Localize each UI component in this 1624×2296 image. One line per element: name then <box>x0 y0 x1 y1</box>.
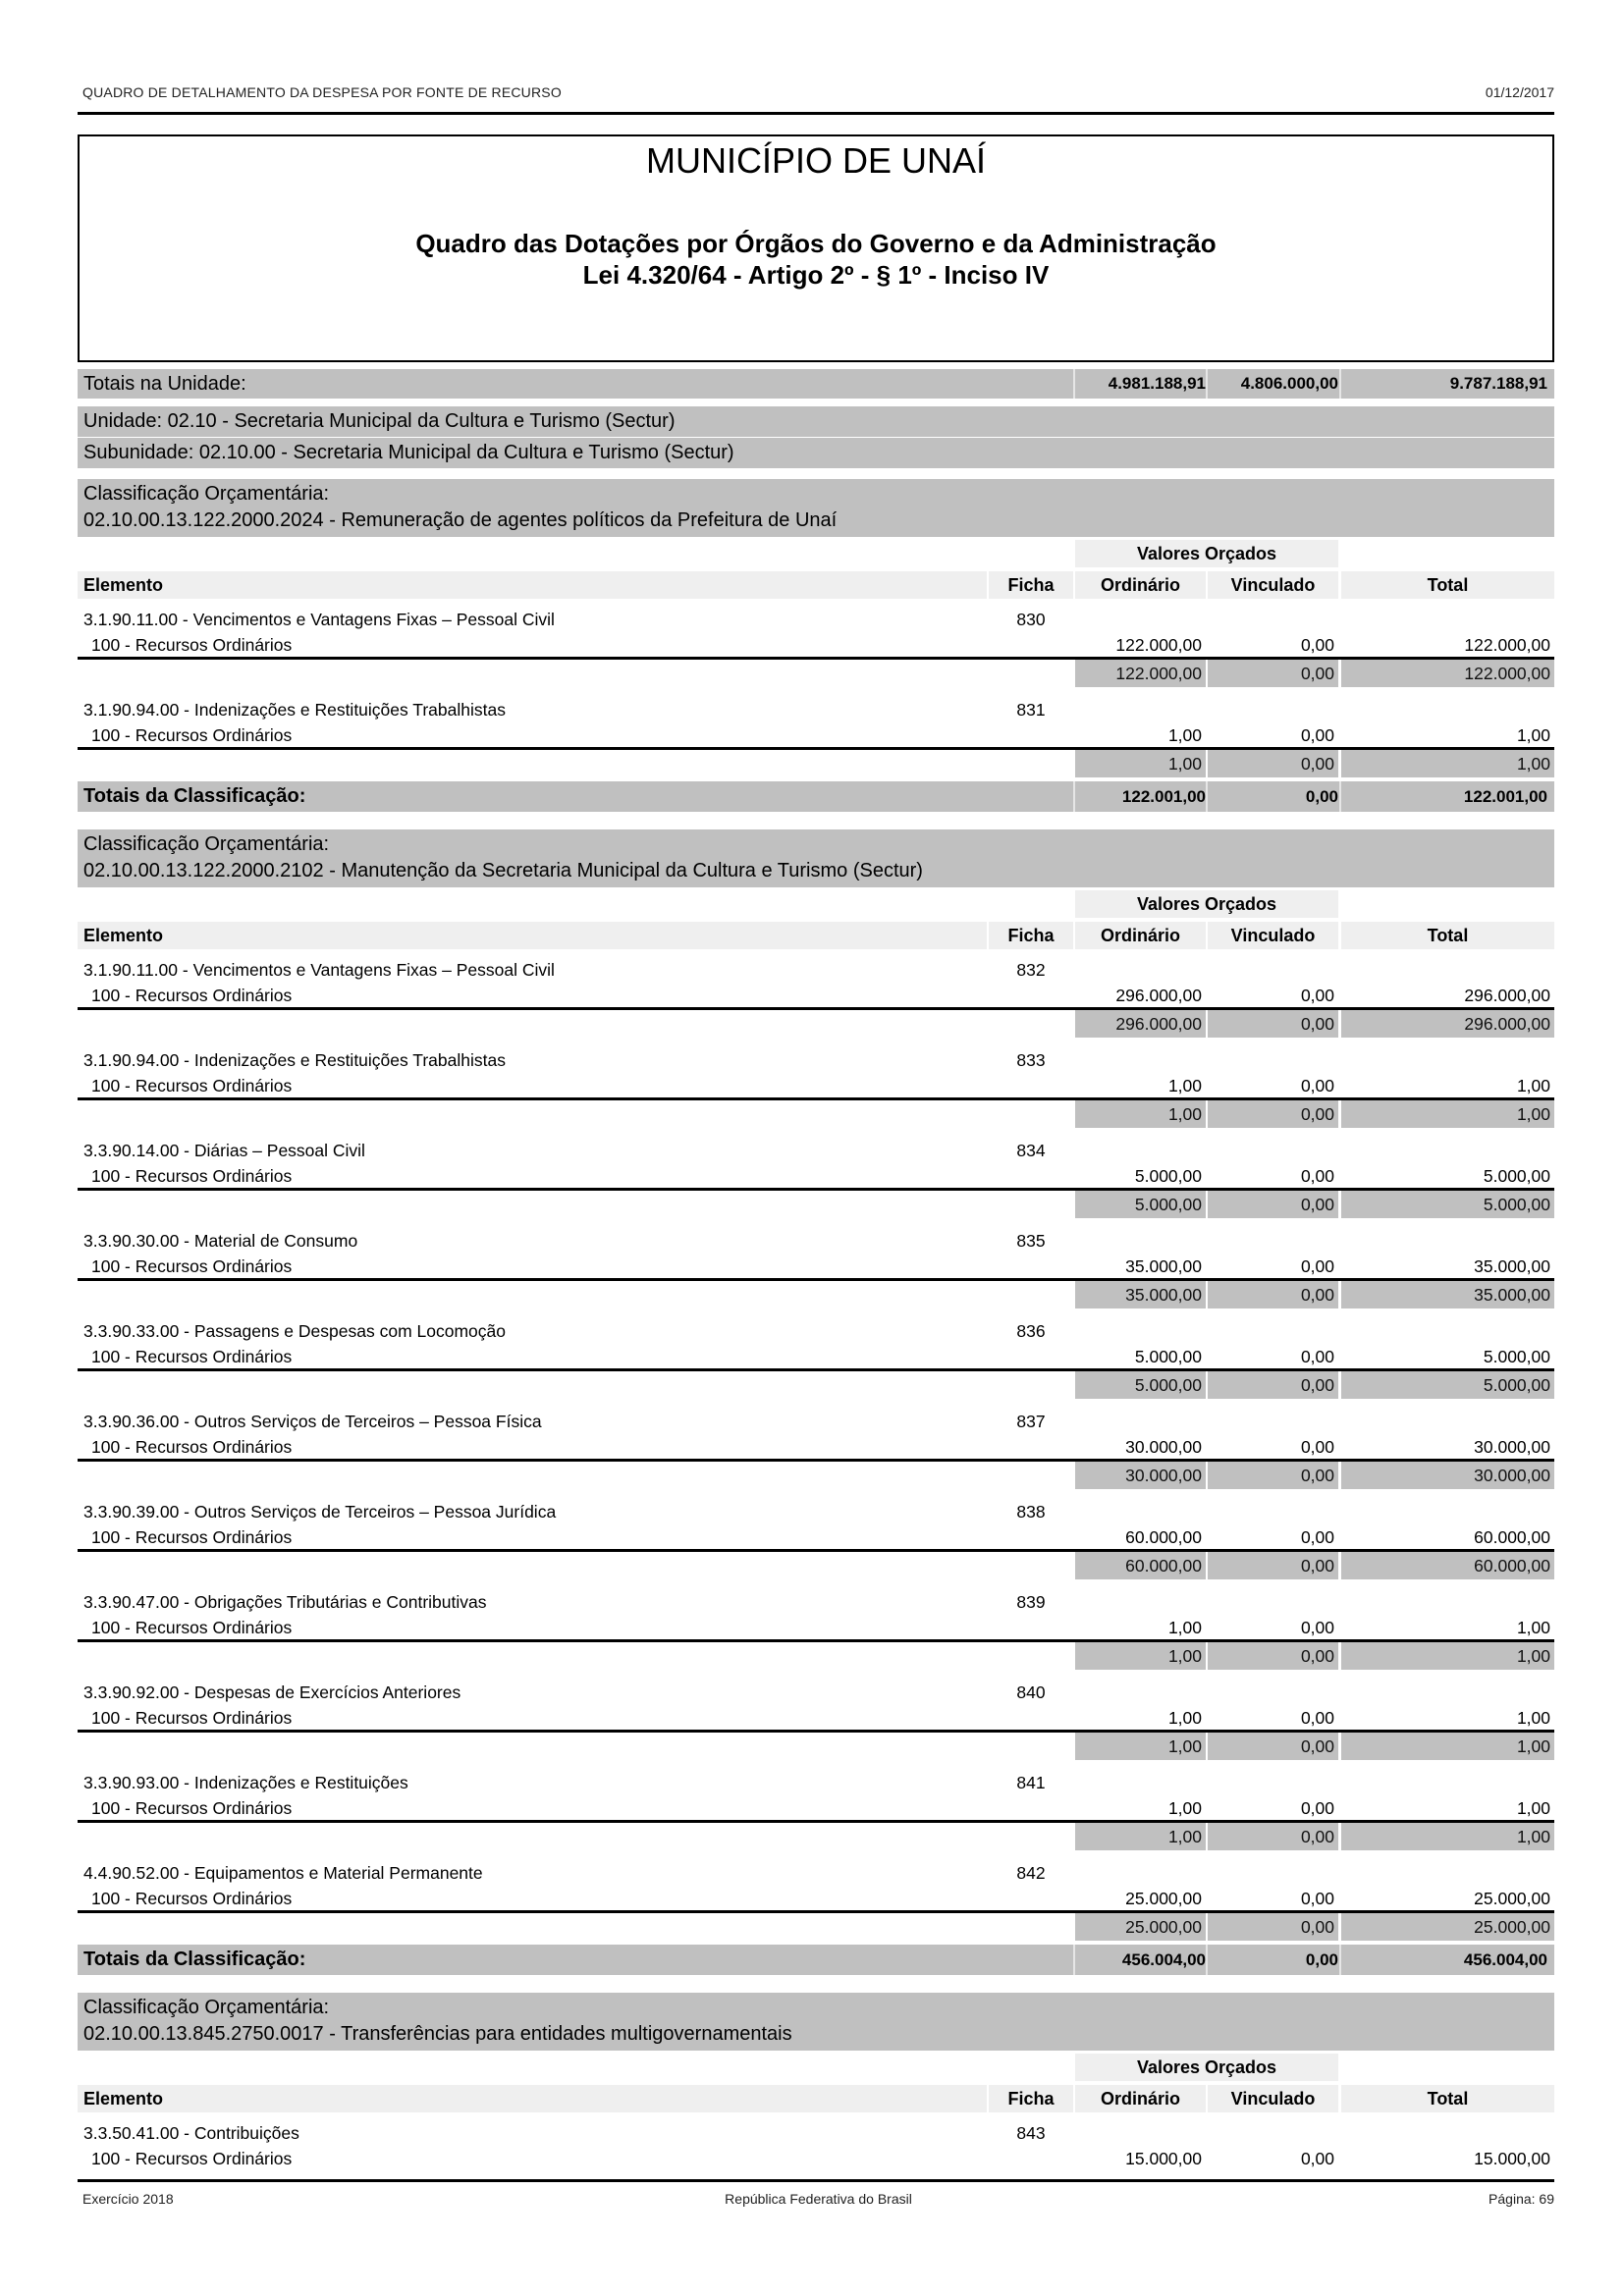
col-header-vinculado: Vinculado <box>1208 571 1338 599</box>
totais-classificacao-label: Totais da Classificação: <box>83 785 306 807</box>
fonte-recurso: 100 - Recursos Ordinários <box>91 986 293 1005</box>
value-ordinario: 25.000,00 <box>1125 1889 1202 1908</box>
classificacao-header <box>78 1993 1554 2051</box>
subtotal-vinculado: 0,00 <box>1208 1913 1338 1941</box>
subtotal-ordinario: 1,00 <box>1075 1642 1206 1670</box>
value-ordinario: 1,00 <box>1167 1076 1202 1095</box>
subtotal-total: 25.000,00 <box>1341 1913 1554 1941</box>
value-total: 5.000,00 <box>1483 1166 1550 1186</box>
subtotal-total: 5.000,00 <box>1341 1371 1554 1399</box>
ficha-number: 842 <box>1016 1863 1046 1883</box>
table-row <box>78 1854 1554 1945</box>
value-ordinario: 1,00 <box>1167 1618 1202 1637</box>
col-header-ordinario: Ordinário <box>1075 2085 1206 2112</box>
subunidade-label: Subunidade: 02.10.00 - Secretaria Municipal da Cultura e Turismo (Sectur) <box>83 442 734 463</box>
legal-reference: Lei 4.320/64 - Artigo 2º - § 1º - Inciso IV <box>582 260 1050 290</box>
value-vinculado: 0,00 <box>1300 1708 1334 1728</box>
value-ordinario: 5.000,00 <box>1134 1347 1202 1366</box>
elemento-name: 3.3.90.39.00 - Outros Serviços de Terceiros – Pessoa Jurídica <box>83 1502 557 1522</box>
value-ordinario: 122.000,00 <box>1115 635 1202 655</box>
table-row <box>78 601 1554 691</box>
classificacao-code: 02.10.00.13.845.2750.0017 - Transferências para entidades multigovernamentais <box>83 2023 792 2045</box>
col-header-elemento: Elemento <box>78 2085 987 2112</box>
col-header-ficha: Ficha <box>989 2085 1073 2112</box>
value-total: 1,00 <box>1516 1618 1550 1637</box>
value-vinculado: 0,00 <box>1300 986 1334 1005</box>
subtotal-total: 296.000,00 <box>1341 1010 1554 1038</box>
col-header-elemento: Elemento <box>78 922 987 949</box>
value-total: 1,00 <box>1516 1708 1550 1728</box>
col-header-ficha: Ficha <box>989 922 1073 949</box>
elemento-name: 3.1.90.11.00 - Vencimentos e Vantagens Fixas – Pessoal Civil <box>83 960 555 980</box>
ficha-number: 838 <box>1016 1502 1046 1522</box>
value-ordinario: 60.000,00 <box>1125 1527 1202 1547</box>
subtotal-total: 60.000,00 <box>1341 1552 1554 1579</box>
subtotal-vinculado: 0,00 <box>1208 1371 1338 1399</box>
fonte-recurso: 100 - Recursos Ordinários <box>91 2149 293 2168</box>
totais-classificacao-row <box>78 1945 1554 1975</box>
subtotal-total: 30.000,00 <box>1341 1462 1554 1489</box>
subtotal-ordinario: 1,00 <box>1075 1100 1206 1128</box>
fonte-recurso: 100 - Recursos Ordinários <box>91 1889 293 1908</box>
subtotal-vinculado: 0,00 <box>1208 1462 1338 1489</box>
table-row <box>78 1764 1554 1854</box>
totais-classificacao-ordinario: 122.001,00 <box>1121 787 1206 806</box>
elemento-name: 3.1.90.94.00 - Indenizações e Restituições Trabalhistas <box>83 1050 506 1070</box>
elemento-name: 3.3.90.93.00 - Indenizações e Restituições <box>83 1773 408 1792</box>
report-subtitle: Quadro das Dotações por Órgãos do Governo e da Administração <box>415 229 1217 258</box>
title-box <box>78 134 1554 362</box>
subunidade-row <box>78 438 1554 468</box>
valores-orcados-row <box>78 2054 1554 2083</box>
totais-classificacao-total: 456.004,00 <box>1463 1950 1547 1969</box>
table-row <box>78 1222 1554 1312</box>
table-row <box>78 2114 1554 2183</box>
elemento-name: 3.3.90.92.00 - Despesas de Exercícios Anteriores <box>83 1682 461 1702</box>
footer-rule <box>78 2179 1554 2182</box>
valores-orcados-header: Valores Orçados <box>1075 890 1338 918</box>
value-total: 1,00 <box>1516 725 1550 745</box>
value-total: 122.000,00 <box>1464 635 1550 655</box>
fonte-recurso: 100 - Recursos Ordinários <box>91 1798 293 1818</box>
header-rule <box>78 112 1554 115</box>
value-vinculado: 0,00 <box>1300 1347 1334 1366</box>
col-header-total: Total <box>1341 2085 1554 2112</box>
classificacao-header <box>78 829 1554 887</box>
subtotal-total: 1,00 <box>1341 750 1554 777</box>
subtotal-total: 1,00 <box>1341 1733 1554 1760</box>
ficha-number: 835 <box>1016 1231 1046 1251</box>
subtotal-ordinario: 1,00 <box>1075 1733 1206 1760</box>
valores-orcados-row <box>78 890 1554 920</box>
totais-unidade-row <box>78 369 1554 399</box>
value-total: 15.000,00 <box>1474 2149 1550 2168</box>
value-ordinario: 5.000,00 <box>1134 1166 1202 1186</box>
elemento-name: 4.4.90.52.00 - Equipamentos e Material Permanente <box>83 1863 483 1883</box>
value-vinculado: 0,00 <box>1300 1166 1334 1186</box>
page-number: Página: 69 <box>1489 2191 1554 2207</box>
value-vinculado: 0,00 <box>1300 1437 1334 1457</box>
municipality-title: MUNICÍPIO DE UNAÍ <box>645 140 987 181</box>
totais-classificacao-label: Totais da Classificação: <box>83 1949 306 1970</box>
value-total: 1,00 <box>1516 1076 1550 1095</box>
ficha-number: 841 <box>1016 1773 1046 1792</box>
column-header-row <box>78 920 1554 951</box>
page-footer <box>82 2191 1554 2211</box>
table-row <box>78 1674 1554 1764</box>
col-header-ficha: Ficha <box>989 571 1073 599</box>
subtotal-ordinario: 122.000,00 <box>1075 660 1206 687</box>
report-name: QUADRO DE DETALHAMENTO DA DESPESA POR FONTE DE RECURSO <box>82 84 562 100</box>
subtotal-total: 122.000,00 <box>1341 660 1554 687</box>
value-vinculado: 0,00 <box>1300 725 1334 745</box>
totais-classificacao-vinculado: 0,00 <box>1305 787 1338 806</box>
col-header-vinculado: Vinculado <box>1208 922 1338 949</box>
fonte-recurso: 100 - Recursos Ordinários <box>91 1618 293 1637</box>
elemento-name: 3.1.90.11.00 - Vencimentos e Vantagens Fixas – Pessoal Civil <box>83 610 555 629</box>
totais-classificacao-total: 122.001,00 <box>1463 787 1547 806</box>
fonte-recurso: 100 - Recursos Ordinários <box>91 725 293 745</box>
table-row <box>78 691 1554 781</box>
totais-classificacao-row <box>78 781 1554 812</box>
subtotal-vinculado: 0,00 <box>1208 1823 1338 1850</box>
elemento-name: 3.3.90.14.00 - Diárias – Pessoal Civil <box>83 1141 365 1160</box>
table-row <box>78 1312 1554 1403</box>
ficha-number: 832 <box>1016 960 1046 980</box>
fonte-recurso: 100 - Recursos Ordinários <box>91 1708 293 1728</box>
subtotal-vinculado: 0,00 <box>1208 1191 1338 1218</box>
elemento-name: 3.3.90.30.00 - Material de Consumo <box>83 1231 358 1251</box>
totais-unidade-label: Totais na Unidade: <box>83 373 246 395</box>
ficha-number: 840 <box>1016 1682 1046 1702</box>
column-header-row <box>78 2083 1554 2114</box>
valores-orcados-header: Valores Orçados <box>1075 2054 1338 2081</box>
col-header-total: Total <box>1341 571 1554 599</box>
ficha-number: 831 <box>1016 700 1046 720</box>
totais-classificacao-ordinario: 456.004,00 <box>1121 1950 1206 1969</box>
fonte-recurso: 100 - Recursos Ordinários <box>91 1437 293 1457</box>
elemento-name: 3.3.90.47.00 - Obrigações Tributárias e Contributivas <box>83 1592 487 1612</box>
subtotal-vinculado: 0,00 <box>1208 660 1338 687</box>
ficha-number: 843 <box>1016 2123 1046 2143</box>
subtotal-total: 1,00 <box>1341 1823 1554 1850</box>
col-header-elemento: Elemento <box>78 571 987 599</box>
col-header-total: Total <box>1341 922 1554 949</box>
value-ordinario: 296.000,00 <box>1115 986 1202 1005</box>
value-ordinario: 30.000,00 <box>1125 1437 1202 1457</box>
value-total: 60.000,00 <box>1474 1527 1550 1547</box>
subtotal-total: 1,00 <box>1341 1642 1554 1670</box>
fonte-recurso: 100 - Recursos Ordinários <box>91 1166 293 1186</box>
totais-unidade-total: 9.787.188,91 <box>1449 374 1547 393</box>
subtotal-vinculado: 0,00 <box>1208 1010 1338 1038</box>
page-header <box>82 84 1554 104</box>
subtotal-ordinario: 296.000,00 <box>1075 1010 1206 1038</box>
subtotal-ordinario: 5.000,00 <box>1075 1191 1206 1218</box>
fonte-recurso: 100 - Recursos Ordinários <box>91 1527 293 1547</box>
totais-unidade-vinculado: 4.806.000,00 <box>1240 374 1338 393</box>
value-total: 5.000,00 <box>1483 1347 1550 1366</box>
col-header-ordinario: Ordinário <box>1075 571 1206 599</box>
value-vinculado: 0,00 <box>1300 1256 1334 1276</box>
table-row <box>78 1132 1554 1222</box>
subtotal-ordinario: 60.000,00 <box>1075 1552 1206 1579</box>
value-total: 296.000,00 <box>1464 986 1550 1005</box>
value-vinculado: 0,00 <box>1300 1889 1334 1908</box>
value-vinculado: 0,00 <box>1300 1618 1334 1637</box>
fonte-recurso: 100 - Recursos Ordinários <box>91 635 293 655</box>
table-row <box>78 1583 1554 1674</box>
subtotal-total: 35.000,00 <box>1341 1281 1554 1308</box>
country-name: República Federativa do Brasil <box>725 2191 912 2207</box>
totais-unidade-ordinario: 4.981.188,91 <box>1108 374 1206 393</box>
subtotal-vinculado: 0,00 <box>1208 1100 1338 1128</box>
value-total: 1,00 <box>1516 1798 1550 1818</box>
col-header-vinculado: Vinculado <box>1208 2085 1338 2112</box>
elemento-name: 3.3.90.33.00 - Passagens e Despesas com Locomoção <box>83 1321 506 1341</box>
value-ordinario: 1,00 <box>1167 1798 1202 1818</box>
fonte-recurso: 100 - Recursos Ordinários <box>91 1256 293 1276</box>
fonte-recurso: 100 - Recursos Ordinários <box>91 1076 293 1095</box>
ficha-number: 830 <box>1016 610 1046 629</box>
value-ordinario: 1,00 <box>1167 1708 1202 1728</box>
classificacao-code: 02.10.00.13.122.2000.2102 - Manutenção da Secretaria Municipal da Cultura e Turismo (Sectur) <box>83 860 923 881</box>
value-total: 25.000,00 <box>1474 1889 1550 1908</box>
column-header-row <box>78 569 1554 601</box>
ficha-number: 839 <box>1016 1592 1046 1612</box>
fonte-recurso: 100 - Recursos Ordinários <box>91 1347 293 1366</box>
value-total: 35.000,00 <box>1474 1256 1550 1276</box>
value-vinculado: 0,00 <box>1300 1798 1334 1818</box>
ficha-number: 837 <box>1016 1412 1046 1431</box>
classificacao-header <box>78 479 1554 537</box>
exercicio: Exercício 2018 <box>82 2191 174 2207</box>
unidade-label: Unidade: 02.10 - Secretaria Municipal da Cultura e Turismo (Sectur) <box>83 410 676 432</box>
subtotal-vinculado: 0,00 <box>1208 1733 1338 1760</box>
subtotal-ordinario: 5.000,00 <box>1075 1371 1206 1399</box>
value-ordinario: 35.000,00 <box>1125 1256 1202 1276</box>
budget-table <box>78 369 1554 2183</box>
table-row <box>78 951 1554 1041</box>
subtotal-vinculado: 0,00 <box>1208 1642 1338 1670</box>
value-vinculado: 0,00 <box>1300 2149 1334 2168</box>
table-row <box>78 1041 1554 1132</box>
value-vinculado: 0,00 <box>1300 635 1334 655</box>
elemento-name: 3.3.50.41.00 - Contribuições <box>83 2123 299 2143</box>
subtotal-total: 1,00 <box>1341 1100 1554 1128</box>
value-vinculado: 0,00 <box>1300 1527 1334 1547</box>
subtotal-ordinario: 25.000,00 <box>1075 1913 1206 1941</box>
subtotal-vinculado: 0,00 <box>1208 750 1338 777</box>
subtotal-ordinario: 1,00 <box>1075 750 1206 777</box>
ficha-number: 833 <box>1016 1050 1046 1070</box>
subtotal-ordinario: 30.000,00 <box>1075 1462 1206 1489</box>
ficha-number: 834 <box>1016 1141 1046 1160</box>
valores-orcados-header: Valores Orçados <box>1075 540 1338 567</box>
ficha-number: 836 <box>1016 1321 1046 1341</box>
subtotal-ordinario: 35.000,00 <box>1075 1281 1206 1308</box>
subtotal-ordinario: 1,00 <box>1075 1823 1206 1850</box>
elemento-name: 3.3.90.36.00 - Outros Serviços de Terceiros – Pessoa Física <box>83 1412 542 1431</box>
report-date: 01/12/2017 <box>1485 84 1554 100</box>
value-vinculado: 0,00 <box>1300 1076 1334 1095</box>
subtotal-total: 5.000,00 <box>1341 1191 1554 1218</box>
table-row <box>78 1493 1554 1583</box>
value-total: 30.000,00 <box>1474 1437 1550 1457</box>
subtotal-vinculado: 0,00 <box>1208 1552 1338 1579</box>
table-row <box>78 1403 1554 1493</box>
classificacao-label: Classificação Orçamentária: <box>83 483 330 505</box>
classificacao-code: 02.10.00.13.122.2000.2024 - Remuneração de agentes políticos da Prefeitura de Unaí <box>83 509 838 531</box>
valores-orcados-row <box>78 540 1554 569</box>
elemento-name: 3.1.90.94.00 - Indenizações e Restituições Trabalhistas <box>83 700 506 720</box>
subtotal-vinculado: 0,00 <box>1208 1281 1338 1308</box>
classificacao-label: Classificação Orçamentária: <box>83 1997 330 2018</box>
value-ordinario: 15.000,00 <box>1125 2149 1202 2168</box>
col-header-ordinario: Ordinário <box>1075 922 1206 949</box>
classificacao-label: Classificação Orçamentária: <box>83 833 330 855</box>
unidade-row <box>78 406 1554 437</box>
value-ordinario: 1,00 <box>1167 725 1202 745</box>
totais-classificacao-vinculado: 0,00 <box>1305 1950 1338 1969</box>
